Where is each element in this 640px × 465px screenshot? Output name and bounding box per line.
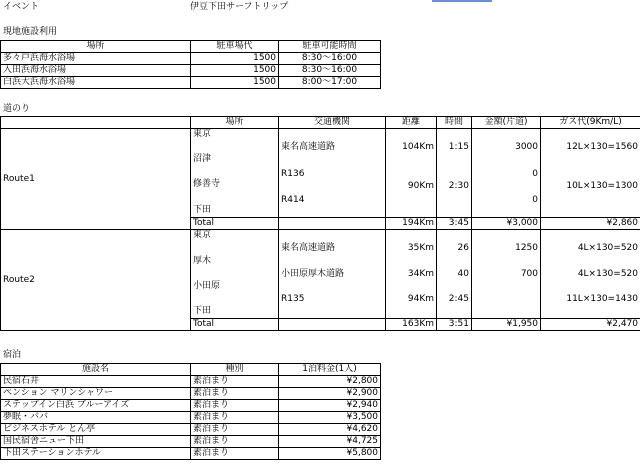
route1-total-distance: 194Km: [386, 218, 437, 230]
table-row: [1, 424, 381, 436]
col-header-place: 場所: [1, 41, 191, 53]
lodging-type: 素泊まり: [191, 448, 279, 460]
route1-cost: 3000: [515, 142, 538, 152]
route1-time: 1:15: [448, 142, 469, 152]
facilities-header-row: [1, 41, 381, 53]
route1-name: Route1: [1, 129, 191, 230]
route-table: [0, 116, 640, 331]
table-row: [1, 412, 381, 424]
col-header-type: 種別: [191, 364, 279, 376]
col-header-hours: 駐車可能時間: [279, 41, 381, 53]
lodging-name: ペンション マリンシャワー: [1, 388, 191, 400]
route1-transport: R136: [281, 169, 305, 179]
route1-transport: R414: [281, 195, 305, 205]
route1-cost: 0: [532, 195, 538, 205]
route2-cost: 1250: [515, 243, 538, 253]
route1-total-time: 3:45: [437, 218, 472, 230]
table-row: [1, 65, 381, 77]
route2-transport: 東名高速道路: [281, 243, 336, 253]
facilities-section-title: 現地施設利用: [3, 27, 58, 37]
route2-body-row: [1, 230, 640, 319]
table-row: [1, 448, 381, 460]
lodging-type: 素泊まり: [191, 412, 279, 424]
lodging-name: 下田ステーションホテル: [1, 448, 191, 460]
event-label: イベント: [3, 2, 40, 12]
selection-mark: [432, 0, 492, 2]
route2-time: 26: [457, 243, 469, 253]
lodging-name: 夢眠・ババ: [1, 412, 191, 424]
route2-time: 40: [457, 269, 469, 279]
lodging-name: ステップイン白浜 ブルーアイズ: [1, 400, 191, 412]
route1-transport: 東名高速道路: [281, 142, 336, 152]
route1-time: 2:30: [448, 181, 469, 191]
route1-place: 修善寺: [193, 179, 221, 189]
route2-place: 東京: [193, 230, 212, 240]
col-header-name: 施設名: [1, 364, 191, 376]
route1-distance: 104Km: [402, 142, 434, 152]
col-header-transport: 交通機関: [279, 117, 386, 129]
lodging-table: [0, 363, 381, 460]
lodging-price: ¥4,725: [279, 436, 381, 448]
route2-name: Route2: [1, 230, 191, 331]
lodging-price: ¥3,500: [279, 412, 381, 424]
table-row: [1, 77, 381, 89]
lodging-section-title: 宿泊: [3, 350, 22, 360]
route1-cost: 0: [532, 169, 538, 179]
route2-place: 厚木: [193, 256, 212, 266]
route2-transport: R135: [281, 294, 305, 304]
route2-total-cost: ¥1,950: [472, 319, 541, 331]
facility-hours: 8:00～17:00: [279, 77, 381, 89]
lodging-type: 素泊まり: [191, 436, 279, 448]
route1-body-row: [1, 129, 640, 218]
route2-total-time: 3:51: [437, 319, 472, 331]
lodging-name: ビジネスホテル とん亭: [1, 424, 191, 436]
route2-time: 2:45: [448, 294, 469, 304]
route2-total-label: Total: [191, 319, 279, 331]
lodging-price: ¥5,800: [279, 448, 381, 460]
route1-total-label: Total: [191, 218, 279, 230]
facility-hours: 8:30～16:00: [279, 53, 381, 65]
lodging-type: 素泊まり: [191, 424, 279, 436]
route2-total-distance: 163Km: [386, 319, 437, 331]
lodging-header-row: [1, 364, 381, 376]
route-section-title: 道のり: [3, 104, 31, 114]
facility-hours: 8:30～16:00: [279, 65, 381, 77]
facility-fee: 1500: [191, 65, 279, 77]
route2-place: 小田原: [193, 281, 221, 291]
table-row: [1, 388, 381, 400]
route2-cost: 700: [520, 269, 538, 279]
table-row: [1, 53, 381, 65]
route1-total-gas: ¥2,860: [541, 218, 640, 230]
route1-place: 沼津: [193, 154, 212, 164]
table-row: [1, 400, 381, 412]
route2-distance: 34Km: [407, 269, 434, 279]
route2-gas: 4L×130=520: [577, 243, 638, 253]
table-row: [1, 436, 381, 448]
col-header-place: 場所: [191, 117, 279, 129]
facility-place: 多々戸浜海水浴場: [1, 53, 191, 65]
lodging-price: ¥4,620: [279, 424, 381, 436]
route1-place: 下田: [193, 205, 212, 215]
route1-gas: 12L×130=1560: [566, 142, 638, 152]
lodging-price: ¥2,940: [279, 400, 381, 412]
col-header-distance: 距離: [386, 117, 437, 129]
col-header-cost: 金額(片道): [472, 117, 541, 129]
route1-place: 東京: [193, 129, 212, 139]
col-header-fee: 駐車場代: [191, 41, 279, 53]
route1-total-cost: ¥3,000: [472, 218, 541, 230]
event-title: 伊豆下田サーフトリップ: [190, 2, 289, 12]
col-header-gas: ガス代(9Km/L): [541, 117, 640, 129]
lodging-type: 素泊まり: [191, 376, 279, 388]
facility-place: 白浜大浜海水浴場: [1, 77, 191, 89]
route2-place: 下田: [193, 306, 212, 316]
route2-distance: 94Km: [407, 294, 434, 304]
lodging-name: 民宿石井: [1, 376, 191, 388]
route2-gas: 4L×130=520: [577, 269, 638, 279]
lodging-type: 素泊まり: [191, 400, 279, 412]
lodging-type: 素泊まり: [191, 388, 279, 400]
route2-total-gas: ¥2,470: [541, 319, 640, 331]
lodging-price: ¥2,800: [279, 376, 381, 388]
route1-distance: 90Km: [407, 181, 434, 191]
col-header-time: 時間: [437, 117, 472, 129]
facility-fee: 1500: [191, 77, 279, 89]
route2-distance: 35Km: [407, 243, 434, 253]
route2-transport: 小田原厚木道路: [281, 269, 345, 279]
facility-place: 入田浜海水浴場: [1, 65, 191, 77]
route1-gas: 10L×130=1300: [566, 181, 638, 191]
lodging-price: ¥2,900: [279, 388, 381, 400]
lodging-name: 国民宿舎ニュー下田: [1, 436, 191, 448]
col-header-price: 1泊料金(1人): [279, 364, 381, 376]
facilities-table: [0, 40, 381, 89]
facility-fee: 1500: [191, 53, 279, 65]
route2-gas: 11L×130=1430: [566, 294, 638, 304]
route-header-row: [1, 117, 640, 129]
table-row: [1, 376, 381, 388]
